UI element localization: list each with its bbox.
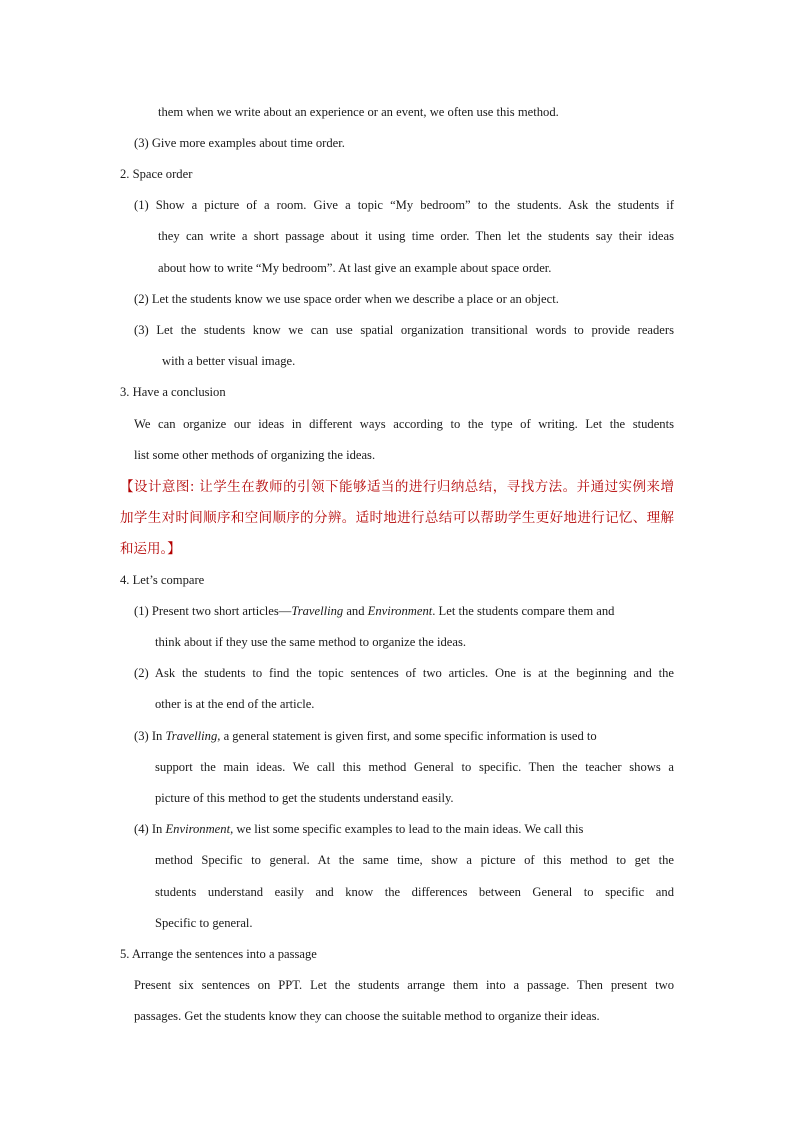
- text-run: , a general statement is given first, and some specific information is used to: [217, 729, 597, 743]
- text-run: and: [343, 604, 368, 618]
- paragraph-line: students understand easily and know the differences between General to specific and: [155, 885, 674, 899]
- text-run: (3) In: [134, 729, 166, 743]
- article-title: Environment: [165, 822, 231, 836]
- paragraph-line: think about if they use the same method to organize the ideas.: [155, 635, 467, 649]
- list-item: (1) Show a picture of a room. Give a topic “My bedroom” to the students. Ask the students if: [134, 198, 674, 212]
- paragraph-line: them when we write about an experience or an event, we often use this method.: [158, 105, 559, 119]
- text-run: (4) In: [134, 822, 166, 836]
- paragraph-line: method Specific to general. At the same time, show a picture of this method to get the: [155, 853, 674, 867]
- paragraph-line: passages. Get the students know they can choose the suitable method to organize their ideas.: [134, 1009, 600, 1023]
- paragraph-line: other is at the end of the article.: [155, 697, 315, 711]
- paragraph-line: they can write a short passage about it using time order. Then let the students say their ideas: [158, 229, 674, 243]
- paragraph-line: with a better visual image.: [162, 354, 296, 368]
- paragraph-line: Specific to general.: [155, 916, 253, 930]
- text-run: , we list some specific examples to lead to the main ideas. We call this: [230, 822, 584, 836]
- article-title: Travelling: [291, 604, 344, 618]
- list-item: (3) Let the students know we can use spatial organization transitional words to provide readers: [134, 323, 674, 337]
- article-title: Travelling: [165, 729, 218, 743]
- list-item: [134, 603, 674, 619]
- section-heading: 5. Arrange the sentences into a passage: [120, 947, 317, 961]
- list-item: [134, 728, 674, 744]
- paragraph-line: about how to write “My bedroom”. At last give an example about space order.: [158, 261, 552, 275]
- design-intent-note: 和运用。】: [120, 541, 181, 557]
- list-item: (2) Let the students know we use space order when we describe a place or an object.: [134, 292, 559, 306]
- paragraph-line: Present six sentences on PPT. Let the students arrange them into a passage. Then present two: [134, 978, 674, 992]
- paragraph-line: We can organize our ideas in different ways according to the type of writing. Let the students: [134, 417, 674, 431]
- paragraph-line: support the main ideas. We call this method General to specific. Then the teacher shows a: [155, 760, 674, 774]
- design-intent-note: 加学生对时间顺序和空间顺序的分辨。适时地进行总结可以帮助学生更好地进行记忆、理解: [120, 510, 674, 526]
- paragraph-line: list some other methods of organizing the ideas.: [134, 448, 376, 462]
- design-intent-note: 【设计意图: 让学生在教师的引领下能够适当的进行归纳总结，寻找方法。并通过实例来增: [120, 479, 674, 495]
- text-run: . Let the students compare them and: [432, 604, 615, 618]
- article-title: Environment: [367, 604, 433, 618]
- list-item: (3) Give more examples about time order.: [134, 136, 345, 150]
- section-heading: 2. Space order: [120, 167, 193, 181]
- section-heading: 4. Let’s compare: [120, 573, 205, 587]
- text-run: (1) Present two short articles—: [134, 604, 292, 618]
- paragraph-line: picture of this method to get the students understand easily.: [155, 791, 454, 805]
- section-heading: 3. Have a conclusion: [120, 385, 226, 399]
- list-item: (2) Ask the students to find the topic sentences of two articles. One is at the beginning and the: [134, 666, 674, 680]
- list-item: [134, 821, 674, 837]
